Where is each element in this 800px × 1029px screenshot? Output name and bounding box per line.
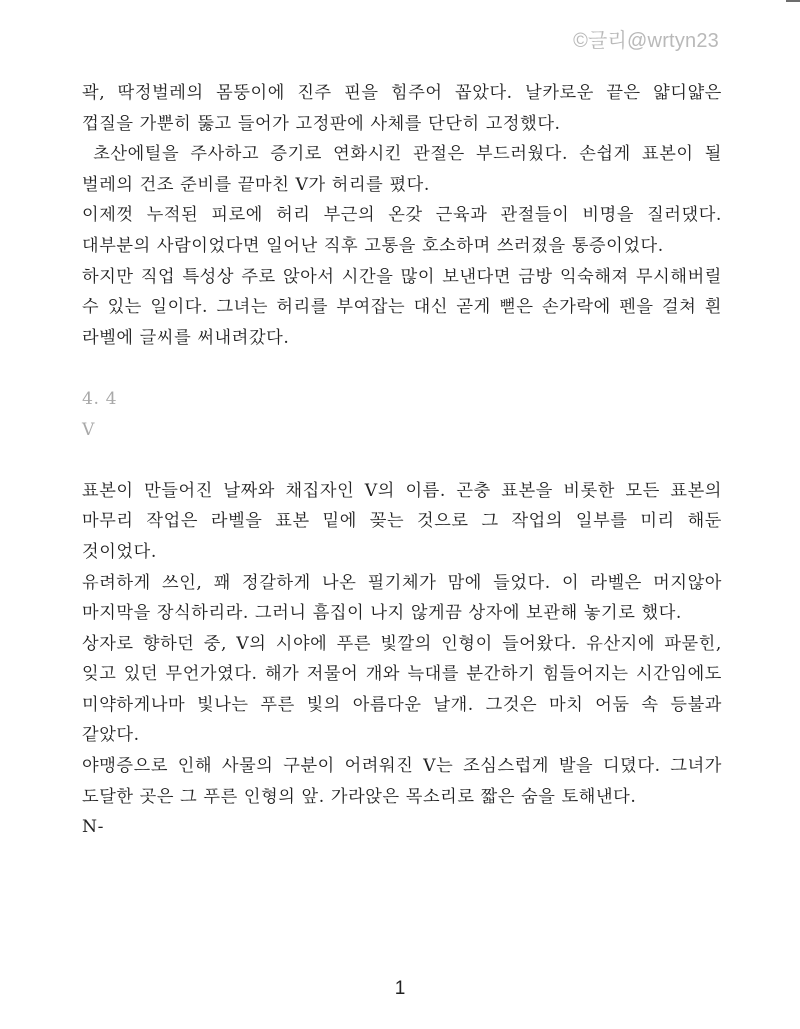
- copyright-watermark: ©글리@wrtyn23: [573, 30, 719, 52]
- document-body: [82, 78, 729, 843]
- paragraph-1: 곽, 딱정벌레의 몸뚱이에 진주 핀을 힘주어 꼽았다. 날카로운 끝은 얇디얇은 껍질을 가뿐히 뚫고 들어가 고정판에 사체를 단단히 고정했다.: [82, 83, 729, 134]
- corner-mark: [786, 0, 800, 2]
- spacer: [82, 445, 722, 476]
- paragraph-5: 표본이 만들어진 날짜와 채집자인 V의 이름. 곤충 표본을 비롯한 모든 표본의 마무리 작업은 라벨을 표본 밑에 꽂는 것으로 그 작업의 일부를 미리 해둔 것이었다.: [82, 480, 729, 562]
- label-name: V: [82, 419, 96, 440]
- paragraph-6: 유려하게 쓰인, 꽤 정갈하게 나온 필기체가 맘에 들었다. 이 라벨은 머지않아 마지막을 장식하리라. 그러니 흠집이 나지 않게끔 상자에 보관해 놓기로 했다.: [82, 572, 729, 624]
- page-number: 1: [394, 978, 406, 999]
- paragraph-4: 하지만 직업 특성상 주로 앉아서 시간을 많이 보낸다면 금방 익숙해져 무시해버릴 수 있는 일이다. 그녀는 허리를 부여잡는 대신 곧게 뻗은 손가락에 펜을 걸쳐 흰 라벨에 글씨를 써내려갔다.: [82, 266, 729, 348]
- label-date: 4. 4: [82, 388, 118, 409]
- paragraph-8: 야맹증으로 인해 사물의 구분이 어려워진 V는 조심스럽게 발을 디뎠다. 그녀가 도달한 곳은 그 푸른 인형의 앞. 가라앉은 목소리로 짧은 숨을 토해낸다.: [82, 756, 729, 807]
- paragraph-3: 이제껏 누적된 피로에 허리 부근의 온갖 근육과 관절들이 비명을 질러댔다. 대부분의 사람이었다면 일어난 직후 고통을 호소하며 쓰러졌을 통증이었다.: [82, 205, 729, 256]
- paragraph-2: 초산에틸을 주사하고 증기로 연화시킨 관절은 부드러웠다. 손쉽게 표본이 될 벌레의 건조 준비를 끝마친 V가 허리를 폈다.: [82, 144, 729, 195]
- paragraph-7: 상자로 향하던 중, V의 시야에 푸른 빛깔의 인형이 들어왔다. 유산지에 파묻힌, 잊고 있던 무언가였다. 해가 저물어 개와 늑대를 분간하기 힘들어지는 시간임에도 미약하게나마 빛나는 푸른 빛의 아름다운 날개. 그것은 마치 어둠 속 등불과 같았다.: [82, 633, 729, 746]
- spacer: [82, 353, 722, 384]
- paragraph-9: N-: [82, 817, 105, 838]
